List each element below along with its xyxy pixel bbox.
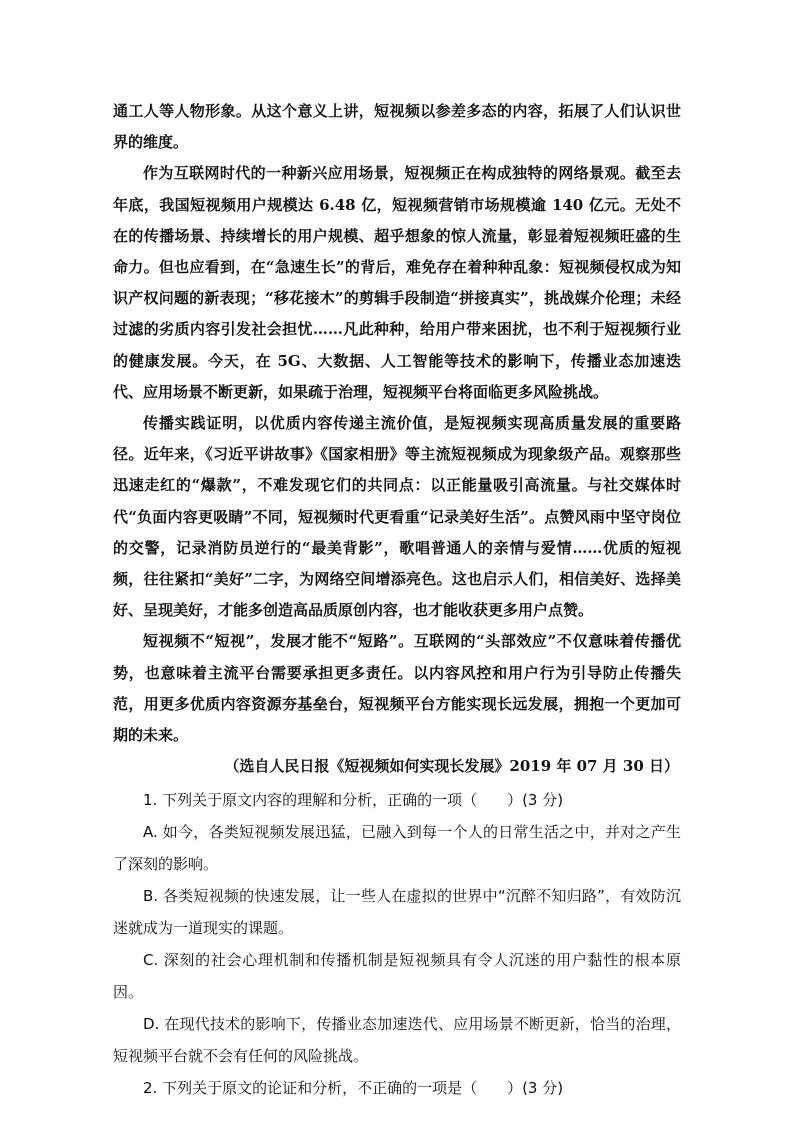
article-paragraph: 作为互联网时代的一种新兴应用场景，短视频正在构成独特的网络景观。截至去年底，我国短视频用户规模达 6.48 亿，短视频营销市场规模逾 140 亿元。无处不在的传播场景、持续增长的用户规模、超乎想象的惊人流量，彰显着短视频旺盛的生命力。但也应看到，在“急速生长”的背后，难免存在着种种乱象：短视频侵权成为知识产权问题的新表现；“移花接木”的剪辑手段制造“拼接真实”，挑战媒介伦理；未经过滤的劣质内容引发社会担忧……凡此种种，给用户带来困扰，也不利于短视频行业的健康发展。今天，在 5G、大数据、人工智能等技术的影响下，传播业态加速迭代、应用场景不断更新，如果疏于治理，短视频平台将面临更多风险挑战。 <box>113 164 681 401</box>
question-1-option-c: C. 深刻的社会心理机制和传播机制是短视频具有令人沉迷的用户黏性的根本原因。 <box>113 951 681 1002</box>
article-source-citation: （选自人民日报《短视频如何实现长发展》2019 年 07 月 30 日） <box>224 757 679 776</box>
question-1-stem: 1. 下列关于原文内容的理解和分析，正确的一项（ ）(3 分) <box>143 791 564 810</box>
question-1-option-b: B. 各类短视频的快速发展，让一些人在虚拟的世界中“沉醉不知归路”，有效防沉迷就成为一道现实的课题。 <box>113 887 681 938</box>
question-2-stem: 2. 下列关于原文的论证和分析，不正确的一项是（ ）(3 分) <box>143 1079 564 1098</box>
article-paragraph-continuation: 通工人等人物形象。从这个意义上讲，短视频以参差多态的内容，拓展了人们认识世界的维度。 <box>113 102 681 152</box>
question-1-option-a: A. 如今，各类短视频发展迅猛，已融入到每一个人的日常生活之中，并对之产生了深刻的影响。 <box>113 823 681 874</box>
article-paragraph: 短视频不“短视”，发展才能不“短路”。互联网的“头部效应”不仅意味着传播优势，也意味着主流平台需要承担更多责任。以内容风控和用户行为引导防止传播失范，用更多优质内容资源夯基垒台，短视频平台方能实现长远发展，拥抱一个更加可期的未来。 <box>113 632 681 745</box>
article-paragraph: 传播实践证明，以优质内容传递主流价值，是短视频实现高质量发展的重要路径。近年来，《习近平讲故事》《国家相册》等主流短视频成为现象级产品。观察那些迅速走红的“爆款”，不难发现它们的共同点：以正能量吸引高流量。与社交媒体时代“负面内容更吸睛”不同，短视频时代更看重“记录美好生活”。点赞风雨中坚守岗位的交警，记录消防员逆行的“最美背影”，歌唱普通人的亲情与爱情……优质的短视频，往往紧扣“美好”二字，为网络空间增添亮色。这也启示人们，相信美好、选择美好、呈现美好，才能多创造高品质原创内容，也才能收获更多用户点赞。 <box>113 414 681 620</box>
document-page <box>113 96 681 1104</box>
question-1-option-d: D. 在现代技术的影响下，传播业态加速迭代、应用场景不断更新，恰当的治理，短视频平台就不会有任何的风险挑战。 <box>113 1015 681 1066</box>
